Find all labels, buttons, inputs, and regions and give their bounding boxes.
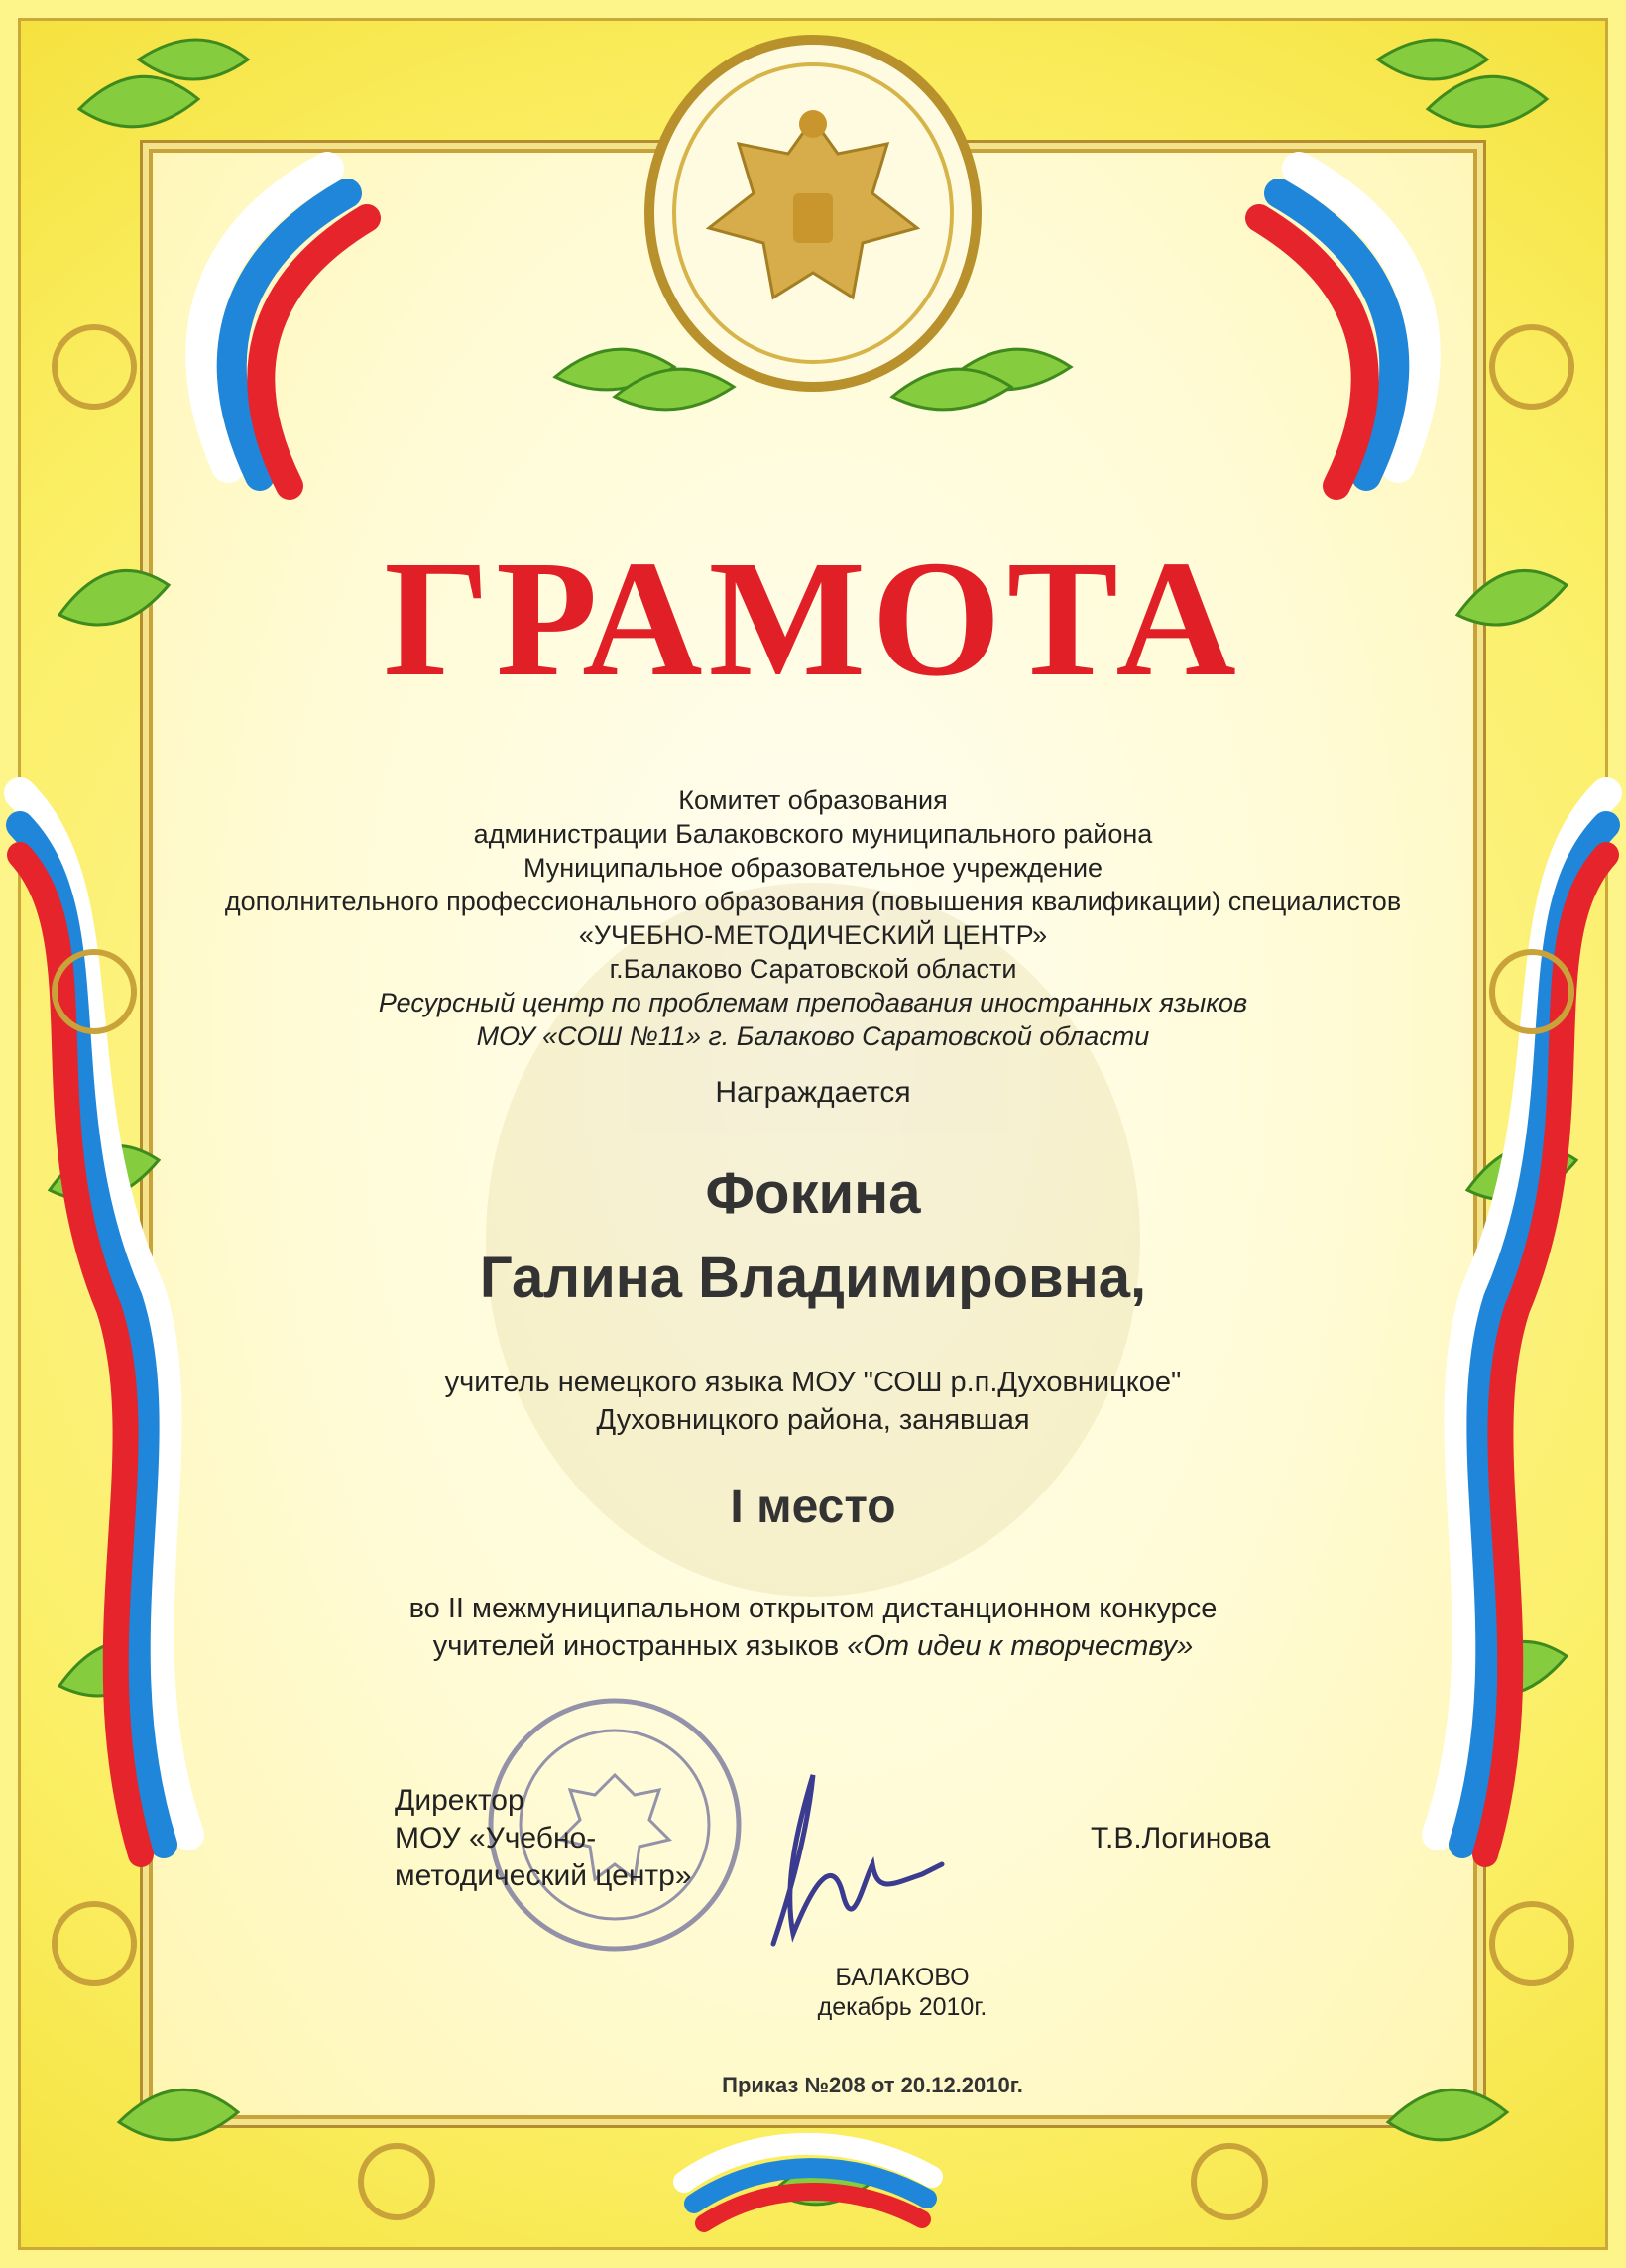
org-line: Комитет образования [678,785,948,815]
recipient-position [218,1364,1408,1439]
org-line: дополнительного профессионального образования (повышения квалификации) специалистов [224,887,1402,916]
director-line: МОУ «Учебно- [395,1822,597,1854]
order-reference: Приказ №208 от 20.12.2010г. [722,2073,1023,2097]
director-title [395,1782,692,1895]
contest-description [218,1590,1408,1665]
certificate-title: ГРАМОТА [384,527,1242,711]
recipient-name: Галина Владимировна, [479,1246,1147,1310]
org-line: Муниципальное образовательное учреждение [523,853,1103,883]
recipient-surname: Фокина [705,1161,921,1226]
issuer-organization [218,783,1408,1053]
org-line: «УЧЕБНО-МЕТОДИЧЕСКИЙ ЦЕНТР» [578,920,1048,950]
city: БАЛАКОВО [835,1964,970,1991]
director-line: методический центр» [395,1859,692,1892]
contest-line-prefix: учителей иностранных языков [432,1630,848,1662]
contest-name: «От идеи к творчеству» [847,1630,1194,1662]
awarded-label: Награждается [715,1076,911,1109]
certificate-content [218,0,1408,2268]
contest-line: во II межмуниципальном открытом дистанционном конкурсе [408,1593,1218,1624]
contest-line [218,1627,1408,1665]
resource-center-line: МОУ «СОШ №11» г. Балаково Саратовской области [476,1021,1150,1051]
director-name: Т.В.Логинова [1091,1822,1271,1854]
director-line: Директор [395,1784,524,1817]
place-and-date [754,1963,1051,2022]
resource-center-line: Ресурсный центр по проблемам преподавания иностранных языков [378,988,1248,1017]
position-line: Духовницкого района, занявшая [596,1404,1030,1436]
org-line: г.Балаково Саратовской области [609,954,1017,984]
issue-date: декабрь 2010г. [817,1993,987,2021]
org-line: администрации Балаковского муниципального района [473,819,1153,849]
position-line: учитель немецкого языка МОУ "СОШ р.п.Духовницкое" [444,1367,1182,1398]
award-place: I место [730,1481,896,1533]
